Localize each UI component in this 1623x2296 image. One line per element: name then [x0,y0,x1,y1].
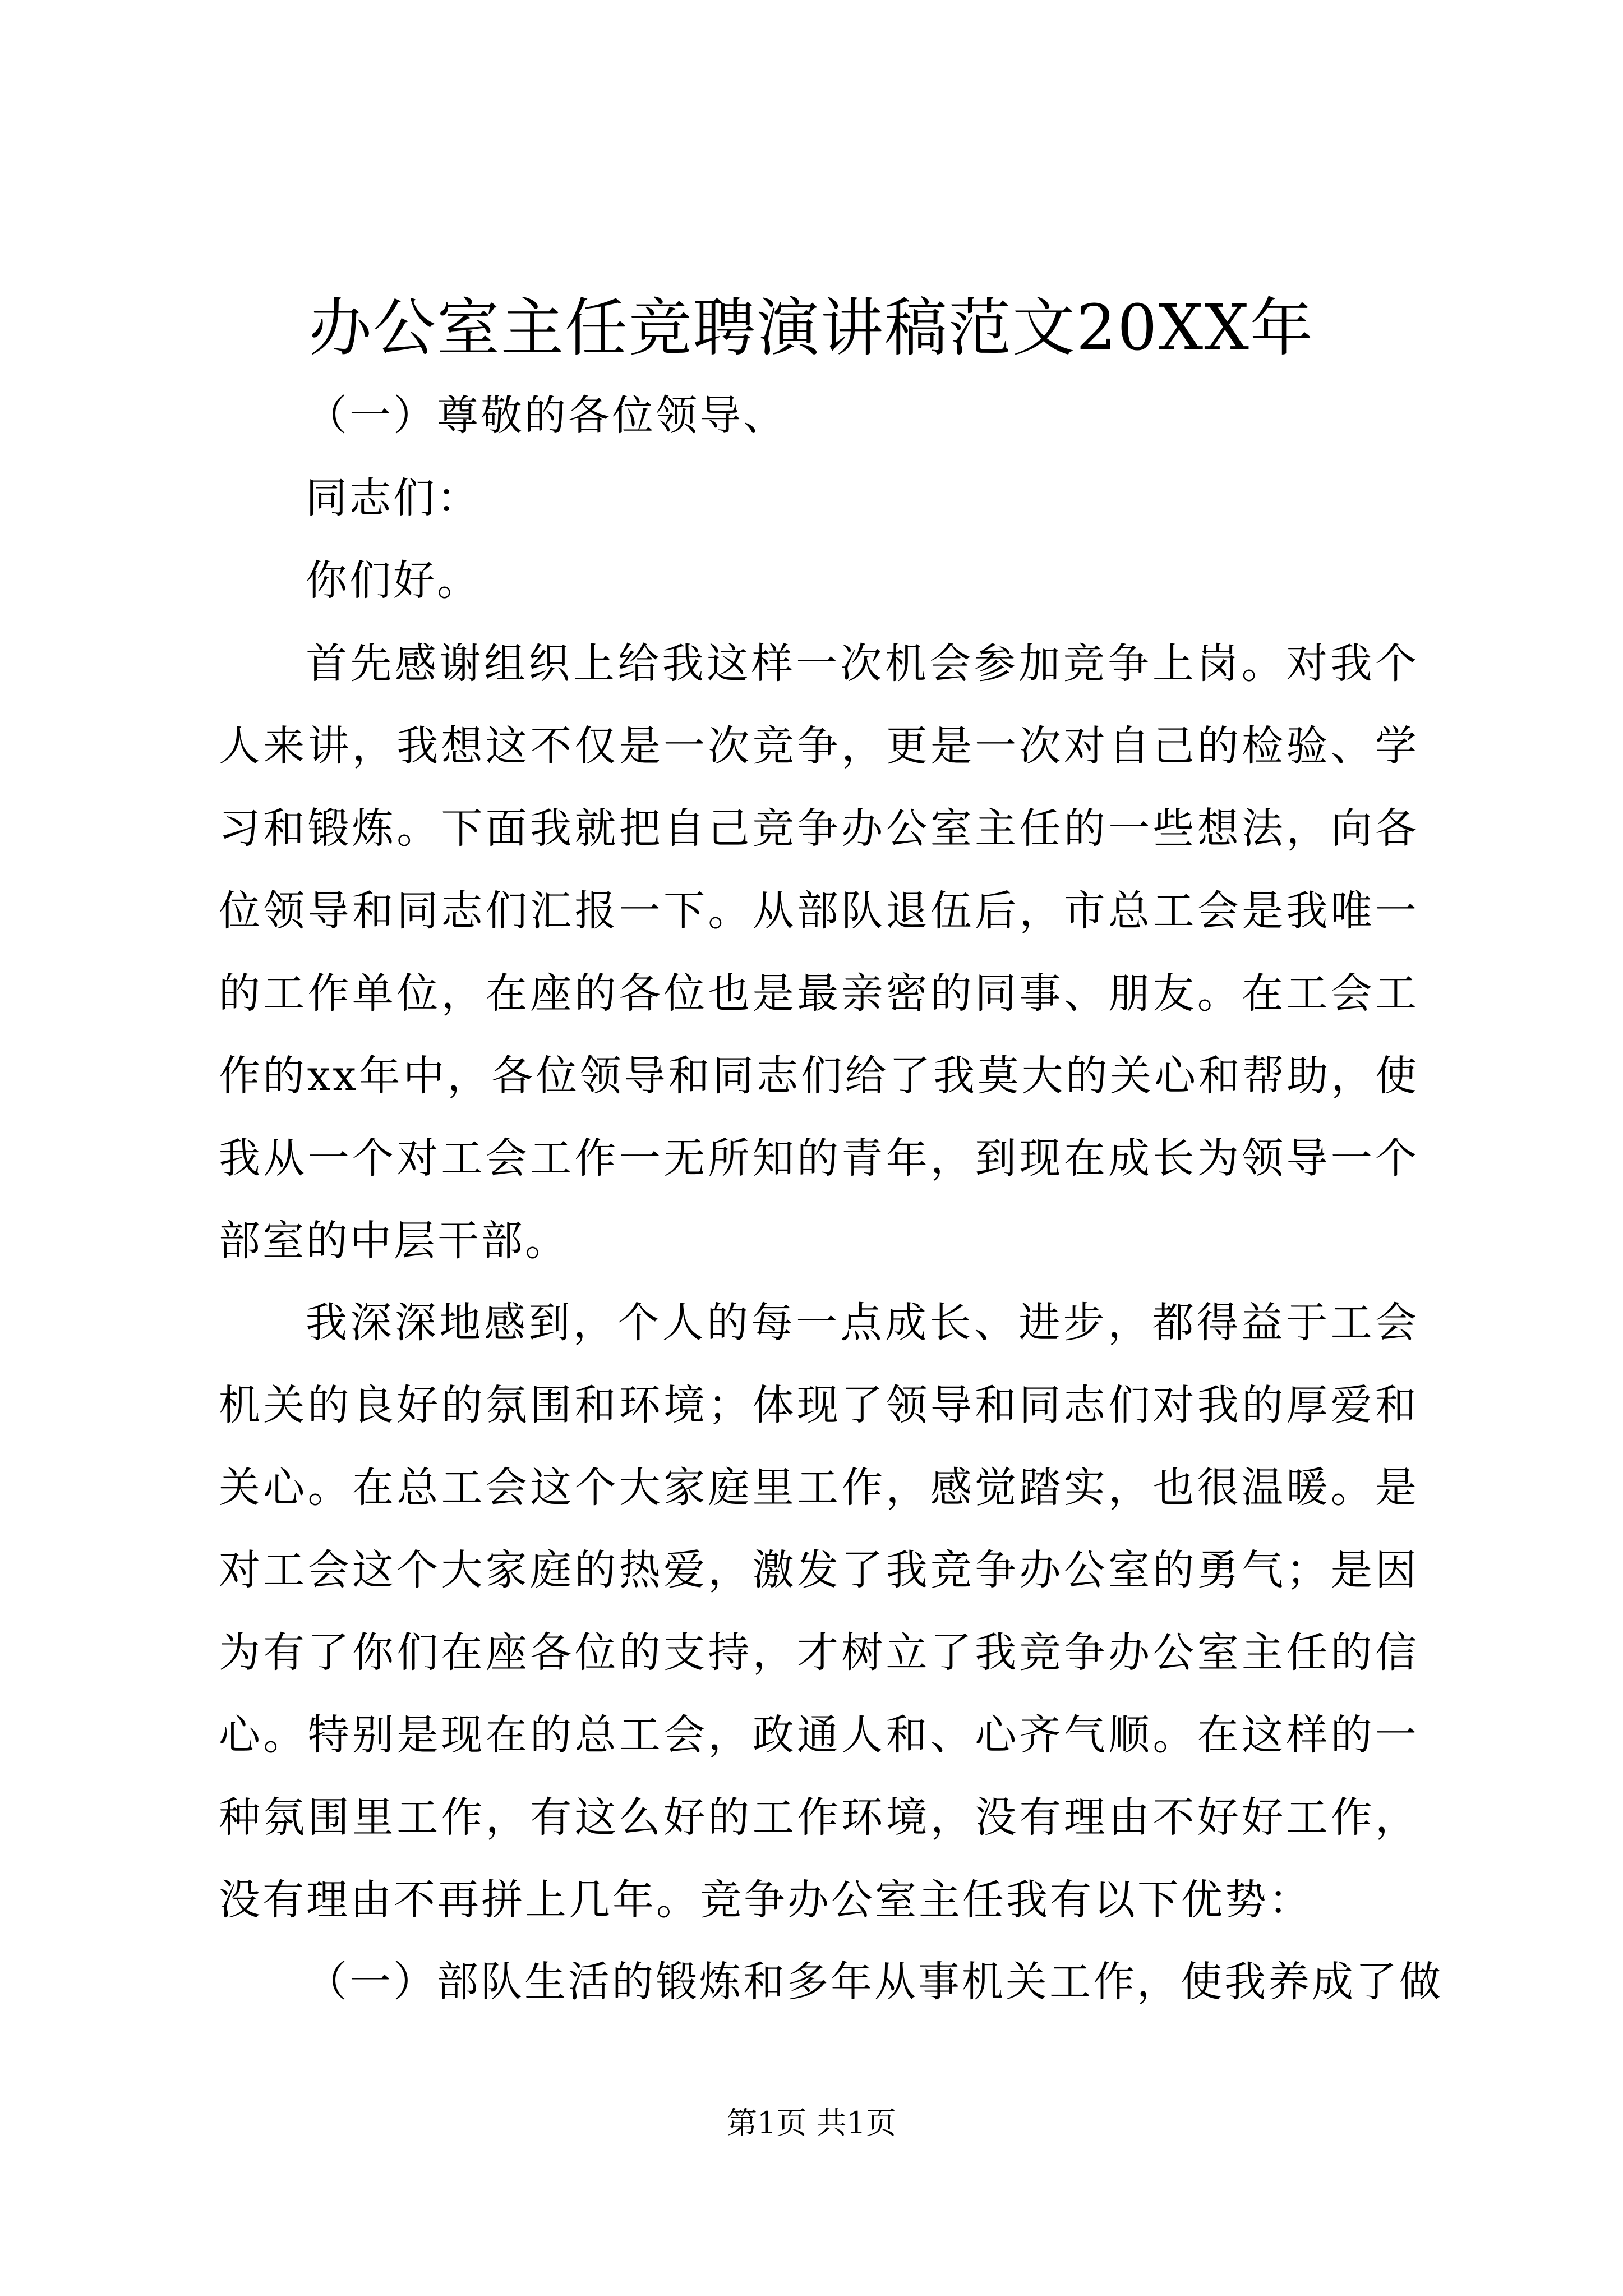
hello-line: 你们好。 [306,556,481,605]
paragraph-feelings: 我深深地感到，个人的每一点成长、进步，都得益于工会机关的良好的氛围和环境；体现了领导和同志们对我的厚爱和关心。在总工会这个大家庭里工作，感觉踏实，也很温暖。是对工会这个大家庭的热爱，激发了我竞争办公室的勇气；是因为有了你们在座各位的支持，才树立了我竞争办公室主任的信心。特别是现在的总工会，政通人和、心齐气顺。在这样的一种氛围里工作，有这么好的工作环境，没有理由不好好工作，没有理由不再拼上几年。竞争办公室主任我有以下优势： [219,1299,1419,1924]
paragraph-advantage-one: （一）部队生活的锻炼和多年从事机关工作，使我养成了做 [306,1958,1443,2006]
greeting-line: 同志们： [306,474,481,522]
salutation-line: （一）尊敬的各位领导、 [306,392,787,440]
page-footer: 第1页 共1页 [727,2105,896,2141]
document-title: 办公室主任竞聘演讲稿范文20XX年 [309,292,1314,365]
paragraph-intro: 首先感谢组织上给我这样一次机会参加竞争上岗。对我个人来讲，我想这不仅是一次竞争，更是一次对自己的检验、学习和锻炼。下面我就把自己竞争办公室主任的一些想法，向各位领导和同志们汇报一下。从部队退伍后，市总工会是我唯一的工作单位，在座的各位也是最亲密的同事、朋友。在工会工作的xx年中，各位领导和同志们给了我莫大的关心和帮助，使我从一个对工会工作一无所知的青年，到现在成长为领导一个部室的中层干部。 [219,639,1419,1265]
